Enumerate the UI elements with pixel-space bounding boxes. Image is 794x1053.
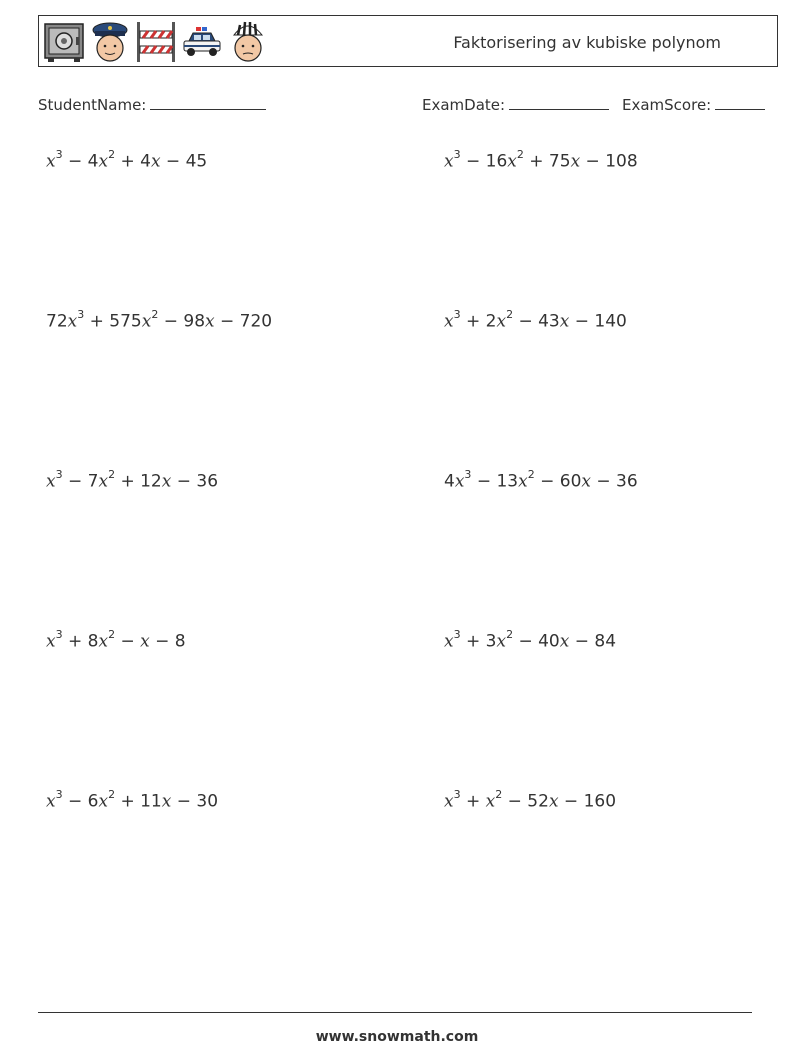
prisoner-icon — [227, 19, 269, 65]
student-name-blank[interactable] — [150, 94, 266, 110]
road-barrier-icon — [135, 19, 177, 65]
problem-8: $x^3 + 3x^2 - 40x - 84$ — [444, 628, 617, 652]
student-name-label: StudentName: — [38, 96, 147, 114]
safe-icon — [43, 19, 85, 65]
problem-1: $x^3 - 4x^2 + 4x - 45$ — [46, 148, 208, 172]
exam-date-field[interactable] — [422, 94, 609, 114]
police-officer-icon — [89, 19, 131, 65]
exam-score-label: ExamScore: — [622, 96, 712, 114]
problem-10: $x^3 + x^2 - 52x - 160$ — [444, 788, 617, 812]
exam-score-field[interactable] — [622, 94, 765, 114]
problem-6: $4x^3 - 13x^2 - 60x - 36$ — [444, 468, 638, 492]
exam-date-label: ExamDate: — [422, 96, 506, 114]
problem-9: $x^3 - 6x^2 + 11x - 30$ — [46, 788, 219, 812]
student-name-field[interactable] — [38, 94, 266, 114]
header-icons — [43, 19, 269, 65]
footer-divider — [38, 1012, 752, 1013]
police-car-icon — [181, 19, 223, 65]
footer-website: www.snowmath.com — [315, 1029, 479, 1045]
info-row — [0, 94, 794, 116]
exam-score-blank[interactable] — [715, 94, 765, 110]
problem-5: $x^3 - 7x^2 + 12x - 36$ — [46, 468, 219, 492]
worksheet-title: Faktorisering av kubiske polynom — [453, 33, 721, 52]
exam-date-blank[interactable] — [509, 94, 609, 110]
problem-7: $x^3 + 8x^2 - x - 8$ — [46, 628, 186, 652]
header-box — [38, 15, 778, 67]
problem-3: $72x^3 + 575x^2 - 98x - 720$ — [46, 308, 273, 332]
problem-4: $x^3 + 2x^2 - 43x - 140$ — [444, 308, 627, 332]
problem-2: $x^3 - 16x^2 + 75x - 108$ — [444, 148, 638, 172]
